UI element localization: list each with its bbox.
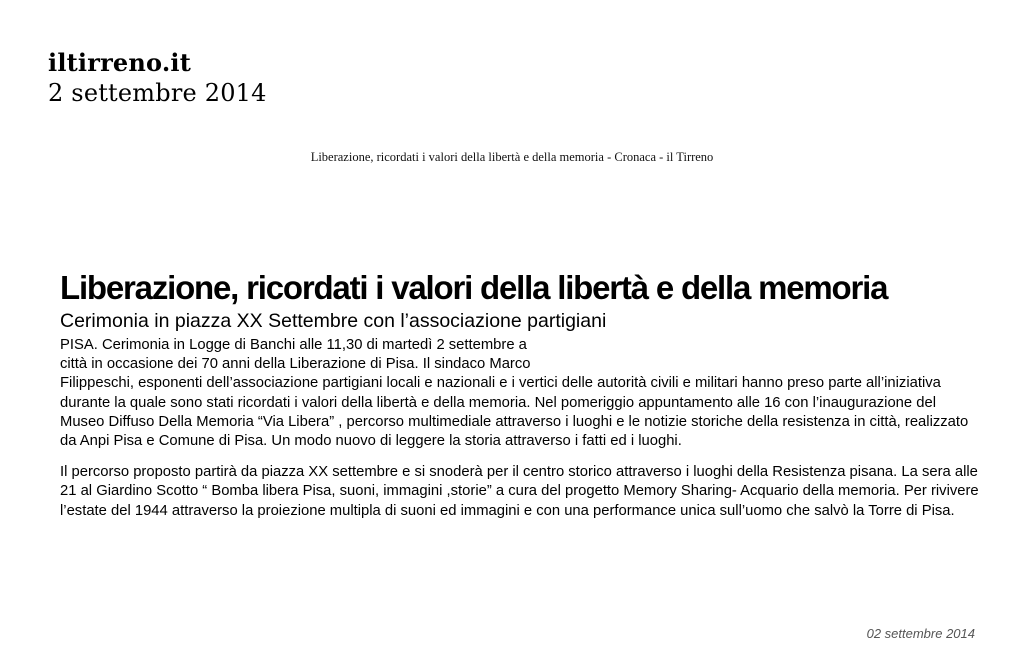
page-header-title: Liberazione, ricordati i valori della libertà e della memoria - Cronaca - il Tirreno (310, 150, 714, 164)
article (60, 270, 980, 533)
footer-date: 02 settembre 2014 (866, 626, 975, 641)
masthead-date: 2 settembre 2014 (48, 79, 267, 107)
paragraph-line: città in occasione dei 70 anni della Liberazione di Pisa. Il sindaco Marco (60, 356, 531, 373)
article-subtitle: Cerimonia in piazza XX Settembre con l’associazione partigiani (60, 310, 607, 332)
paragraph-line: PISA. Cerimonia in Logge di Banchi alle 11,30 di martedì 2 settembre a (60, 337, 527, 353)
masthead (48, 48, 267, 108)
article-headline: Liberazione, ricordati i valori della libertà e della memoria (60, 269, 888, 306)
article-paragraph-1 (60, 336, 980, 451)
article-paragraph-2: Il percorso proposto partirà da piazza XX settembre e si snoderà per il centro storico attraverso i luoghi della Resistenza pisana. La sera alle 21 al Giardino Scotto “ Bomba libera Pisa, suoni, immagini ,storie” a cura del progetto Memory Sharing- Acquario della memoria. Per rivivere l’estate del 1944 attraverso la proiezione multipla di suoni ed immagini e con una performance unica sull’uomo che salvò la Torre di Pisa. (60, 464, 979, 519)
paragraph-line: Filippeschi, esponenti dell’associazione partigiani locali e nazionali e i vertici delle autorità civili e militari hanno preso parte all’iniziativa durante la quale sono stati ricordati i valori della libertà e della memoria. Nel pomeriggio appuntamento alle 16 con l’inaugurazione del Museo Diffuso Della Memoria “Via Libera” , percorso multimediale attraverso i luoghi e le notizie storiche della resistenza in città, realizzato da Anpi Pisa e Comune di Pisa. Un modo nuovo di leggere la storia attraverso i fatti ed i luoghi. (60, 375, 969, 450)
site-name: iltirreno.it (48, 48, 191, 77)
